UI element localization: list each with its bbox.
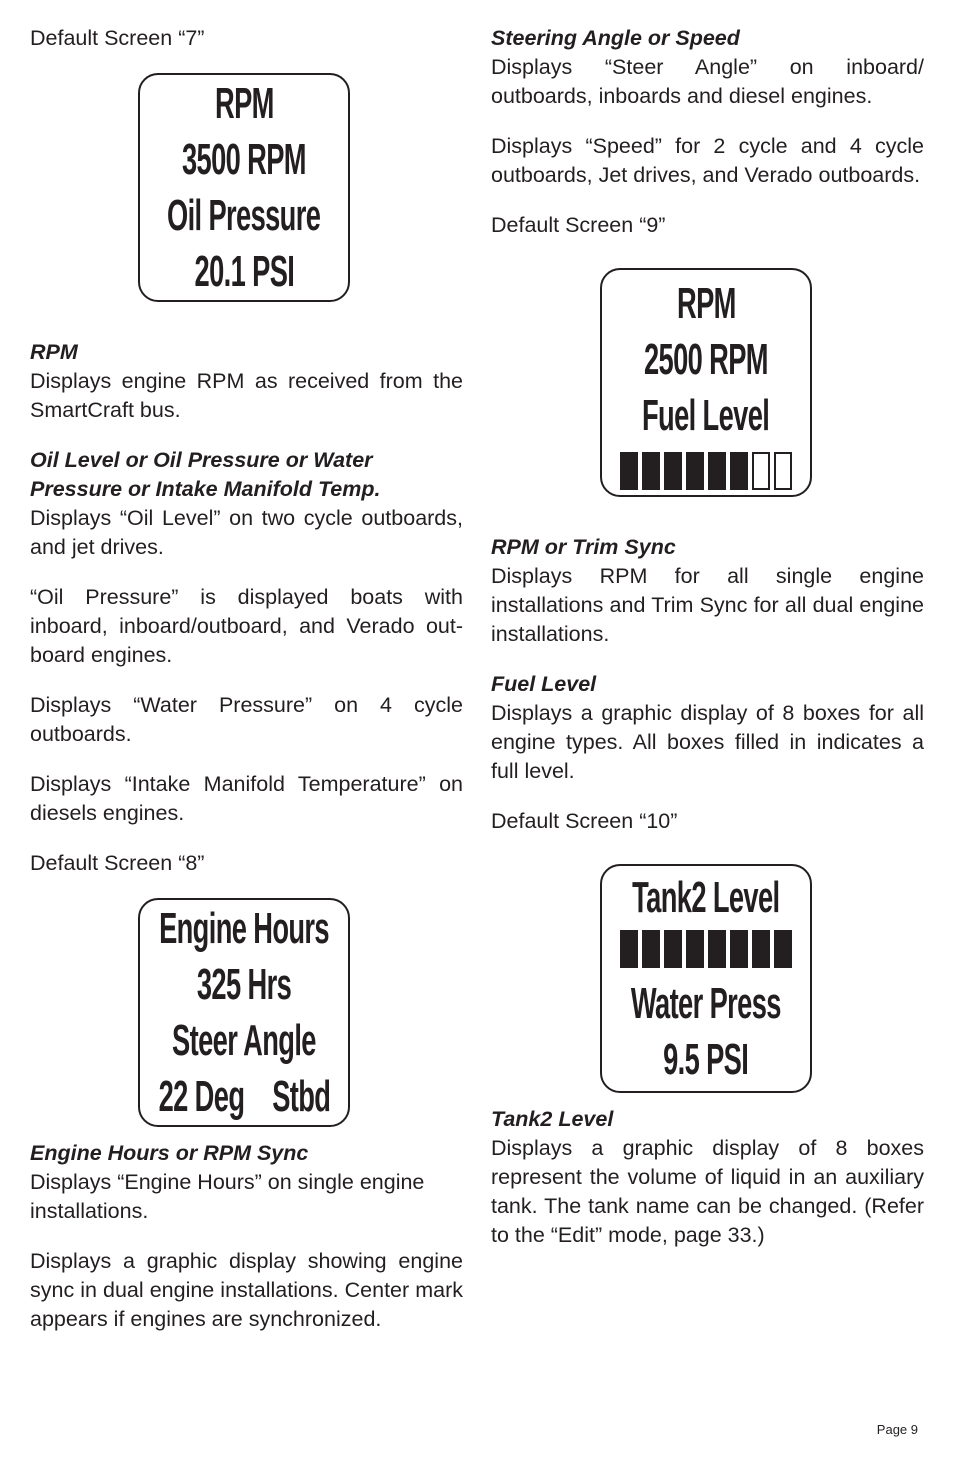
trim-text: Displays RPM for all single engine installations and Trim Sync for all dual engine installations. (491, 564, 924, 646)
page-number: Page 9 (876, 1422, 918, 1437)
level-box-empty (752, 452, 770, 490)
trim-heading: RPM or Trim Sync (491, 535, 676, 559)
level-box-filled (708, 930, 726, 968)
tank-text: Displays a graphic display of 8 boxes represent the volume of liquid in an auxiliary tank. The tank name can be changed. (Refer to the “Edit” mode, page 33.) (491, 1136, 924, 1247)
oil-heading-line1: Oil Level or Oil Pressure or Water (30, 448, 373, 472)
level-box-filled (730, 452, 748, 490)
right-column (491, 24, 924, 1250)
level-box-filled (620, 452, 638, 490)
screen7-label: Default Screen “7” (30, 26, 205, 50)
screen10-line: 9.5 PSI (663, 1034, 749, 1084)
level-box-filled (752, 930, 770, 968)
screen9-label: Default Screen “9” (491, 213, 666, 237)
water-pressure-text: Displays “Water Pressure” on 4 cycle outboards. (30, 693, 463, 746)
steer-text: Displays “Steer Angle” on inboard/ outboards, inboards and diesel engines. (491, 55, 924, 108)
level-box-filled (708, 452, 726, 490)
steer-heading: Steering Angle or Speed (491, 26, 740, 50)
level-box-filled (686, 930, 704, 968)
level-box-filled (664, 930, 682, 968)
level-box-filled (642, 930, 660, 968)
rpm-text: Displays engine RPM as received from the SmartCraft bus. (30, 369, 463, 422)
screen10-line: Tank2 Level (632, 872, 780, 922)
level-box-filled (730, 930, 748, 968)
screen10-line: Water Press (631, 978, 781, 1028)
level-box-filled (642, 452, 660, 490)
screen9-line: 2500 RPM (644, 334, 768, 384)
screen9-display (600, 268, 812, 497)
screen7-line: 20.1 PSI (194, 246, 294, 296)
speed-text: Displays “Speed” for 2 cycle and 4 cycle outboards, Jet drives, and Verado outboards. (491, 134, 924, 187)
level-box-empty (774, 452, 792, 490)
oil-heading (30, 446, 463, 504)
tank-heading: Tank2 Level (491, 1107, 614, 1131)
oil-heading-line2: Pressure or Intake Manifold Temp. (30, 477, 381, 501)
screen8-line: 325 Hrs (196, 959, 292, 1009)
fuel-text: Displays a graphic display of 8 boxes for all engine types. All boxes filled in indicates a full level. (491, 701, 924, 783)
level-box-filled (686, 452, 704, 490)
fuel-level-bars (620, 452, 792, 490)
screen7-line: Oil Pressure (167, 190, 321, 240)
intake-manifold-text: Displays “Intake Manifold Temperature” on diesels engines. (30, 772, 463, 825)
screen8-line: 22 Deg Stbd (158, 1071, 330, 1121)
level-box-filled (774, 930, 792, 968)
screen7-line: 3500 RPM (182, 134, 306, 184)
screen9-line: Fuel Level (642, 390, 770, 440)
hours-heading: Engine Hours or RPM Sync (30, 1141, 309, 1165)
oil-pressure-text: “Oil Pressure” is displayed boats with inboard, inboard/outboard, and Verado out-board engines. (30, 585, 463, 667)
sync-text: Displays a graphic display showing engine sync in dual engine installations. Center mark appears if engines are synchronized. (30, 1249, 463, 1331)
fuel-heading: Fuel Level (491, 672, 597, 696)
screen10-label: Default Screen “10” (491, 809, 678, 833)
screen7-line: RPM (214, 78, 274, 128)
screen10-display (600, 864, 812, 1093)
hours-text: Displays “Engine Hours” on single engine installations. (30, 1170, 425, 1223)
level-box-filled (620, 930, 638, 968)
rpm-heading: RPM (30, 340, 78, 364)
screen8-label: Default Screen “8” (30, 851, 205, 875)
tank-level-bars (620, 930, 792, 968)
screen7-display (138, 73, 350, 302)
level-box-filled (664, 452, 682, 490)
left-column (30, 24, 463, 1334)
screen8-display (138, 898, 350, 1127)
oil-text: Displays “Oil Level” on two cycle outboards, and jet drives. (30, 506, 463, 559)
screen9-line: RPM (676, 278, 736, 328)
screen8-line: Engine Hours (159, 903, 329, 953)
screen8-line: Steer Angle (172, 1015, 316, 1065)
